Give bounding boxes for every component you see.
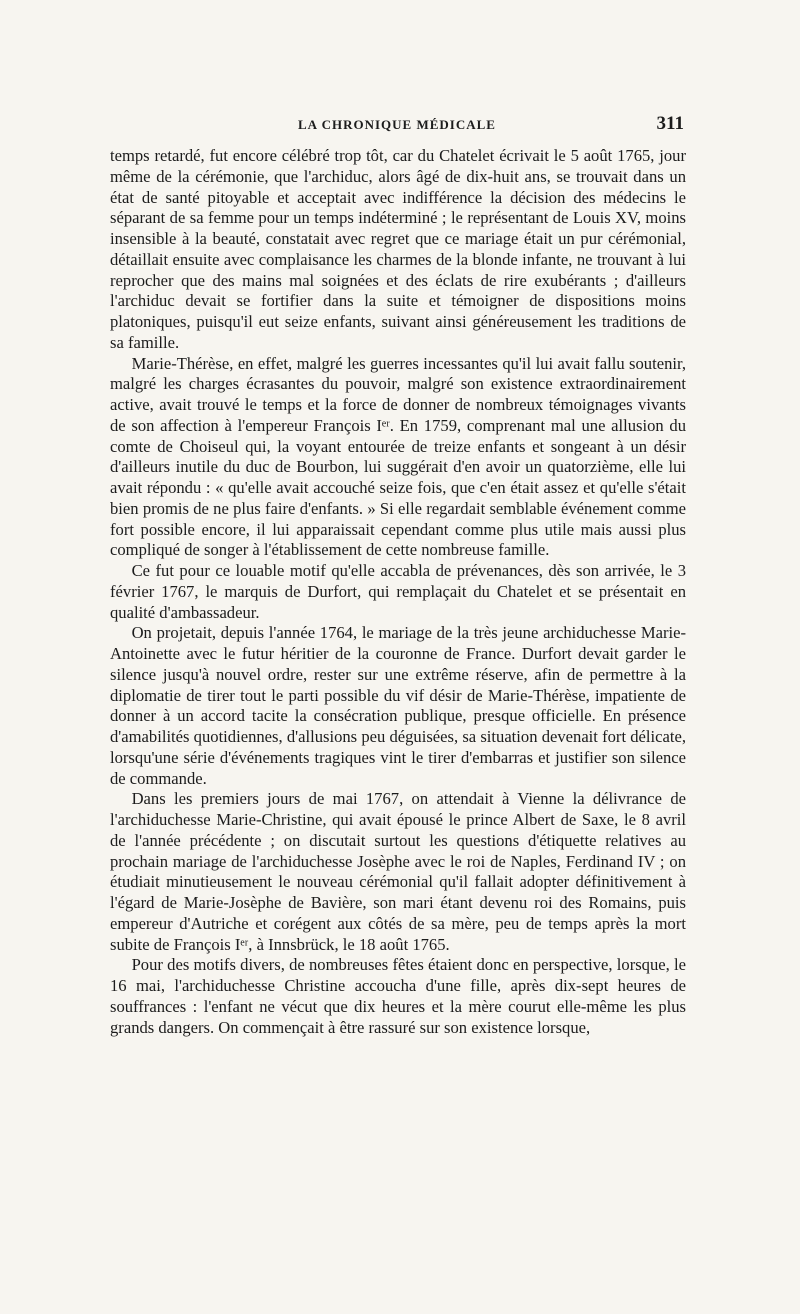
page-header xyxy=(110,113,684,143)
paragraph-1: temps retardé, fut encore célébré trop tôt, car du Chatelet écrivait le 5 août 1765, jour même de la cérémonie, que l'archiduc, alors âgé de dix-huit ans, se trouvait dans un état de santé pitoyable et acceptait avec indifférence la décision des médecins le séparant de sa femme pour un temps indéterminé ; le représentant de Louis XV, moins insensible à la beauté, constatait avec regret que ce mariage était un pur cérémonial, détaillait ensuite avec complaisance les charmes de la blonde infante, ne trouvant à lui reprocher que des mains mal soignées et des éclats de rire exubérants ; d'ailleurs l'archiduc devait se fortifier dans la suite et témoigner de dispositions moins platoniques, puisqu'il eut seize enfants, suivant ainsi généreusement les traditions de sa famille. xyxy=(110,146,686,352)
paragraph-5: Dans les premiers jours de mai 1767, on attendait à Vienne la délivrance de l'archiduchesse Marie-Christine, qui avait épousé le prince Albert de Saxe, le 8 avril de l'année précédente ; on discutait surtout les questions d'étiquette relatives au prochain mariage de l'archiduchesse Josèphe avec le roi de Naples, Ferdinand IV ; on étudiait minutieusement le nouveau cérémonial qu'il fallait adopter définitivement à l'égard de Marie-Josèphe de Bavière, son mari étant devenu roi des Romains, puis empereur d'Autriche et corégent aux côtés de sa mère, peu de temps après la mort subite de François Iᵉʳ, à Innsbrück, le 18 août 1765. xyxy=(110,789,686,954)
paragraph-4: On projetait, depuis l'année 1764, le mariage de la très jeune archiduchesse Marie-Antoinette avec le futur héritier de la couronne de France. Durfort devait garder le silence jusqu'à nouvel ordre, rester sur une extrême réserve, afin de permettre à la diplomatie de tirer tout le parti possible du vif désir de Marie-Thérèse, impatiente de donner à un accord tacite la consécration publique, presque officielle. En présence d'amabilités quotidiennes, d'allusions peu déguisées, sa situation devenait fort délicate, lorsqu'une série d'événements tragiques vint le tirer d'embarras et justifier son silence de commande. xyxy=(110,623,686,788)
running-title: LA CHRONIQUE MÉDICALE xyxy=(298,117,496,132)
body-text xyxy=(110,146,686,1038)
paragraph-6: Pour des motifs divers, de nombreuses fêtes étaient donc en perspective, lorsque, le 16 mai, l'archiduchesse Christine accoucha d'une fille, après dix-sept heures de souffrances : l'enfant ne vécut que dix heures et la mère courut elle-même les plus grands dangers. On commençait à être rassuré sur son existence lorsque, xyxy=(110,955,686,1037)
paragraph-3: Ce fut pour ce louable motif qu'elle accabla de prévenances, dès son arrivée, le 3 février 1767, le marquis de Durfort, qui remplaçait du Chatelet et se présentait en qualité d'ambassadeur. xyxy=(110,561,686,622)
page-number: 311 xyxy=(656,113,684,134)
paragraph-2: Marie-Thérèse, en effet, malgré les guerres incessantes qu'il lui avait fallu soutenir, malgré les charges écrasantes du pouvoir, malgré son existence extraordinairement active, avait trouvé le temps et la force de donner de nombreux témoignages vivants de son affection à l'empereur François Iᵉʳ. En 1759, comprenant mal une allusion du comte de Choiseul qui, la voyant entourée de treize enfants et songeant à un désir d'ailleurs inutile du duc de Bourbon, lui suggérait d'en avoir un quatorzième, elle lui avait répondu : « qu'elle avait accouché seize fois, que c'en était assez et qu'elle s'était bien promis de ne plus faire d'enfants. » Si elle regardait semblable événement comme fort possible encore, il lui apparaissait cependant comme plus utile mais aussi plus compliqué de songer à l'établissement de cette nombreuse famille. xyxy=(110,353,686,560)
